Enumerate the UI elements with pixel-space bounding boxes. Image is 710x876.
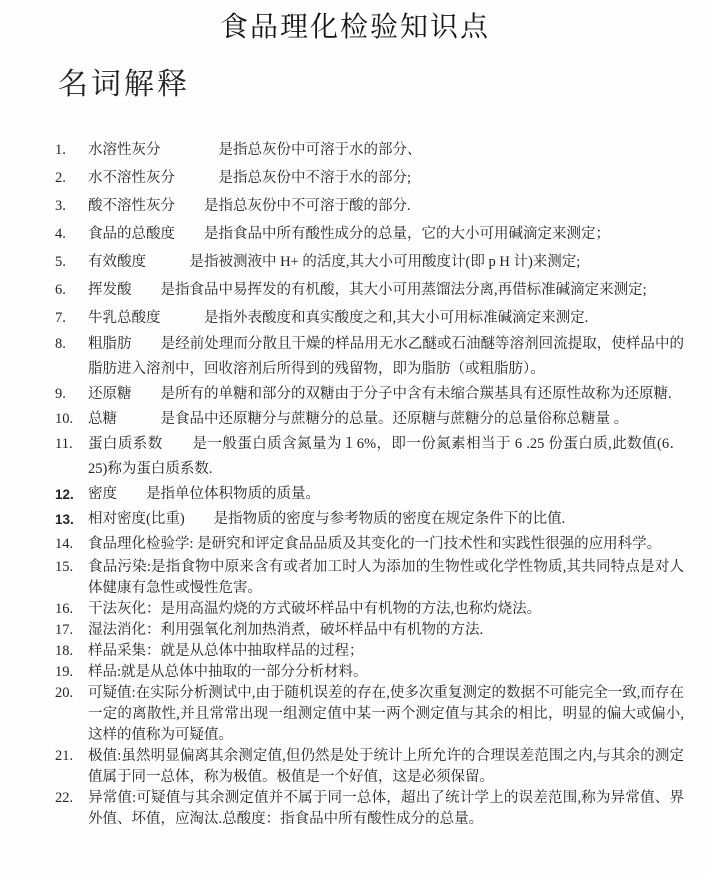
list-item	[55, 276, 684, 304]
item-text: 样品:就是从总体中抽取的一部分分析材料。	[88, 664, 368, 680]
item-text: 食品的总酸度 是指食品中所有酸性成分的总量，它的大小可用碱滴定来测定；	[88, 226, 610, 242]
list-item	[55, 532, 684, 557]
item-text: 有效酸度 是指被测液中 H+ 的活度,其大小可用酸度计(即 p H 计)来测定;	[88, 254, 581, 270]
list-item	[55, 432, 684, 482]
item-number: 8.	[55, 336, 66, 352]
item-text: 异常值:可疑值与其余测定值并不属于同一总体，超出了统计学上的误差范围,称为异常值、界外值、坏值，应淘汰.总酸度：指食品中所有酸性成分的总量。	[88, 790, 684, 827]
item-number: 11.	[55, 436, 73, 452]
item-text: 还原糖 是所有的单糖和部分的双糖由于分子中含有未缩合羰基具有还原性故称为还原糖.	[88, 386, 672, 402]
list-item	[55, 683, 684, 746]
list-item	[55, 557, 684, 599]
item-text: 牛乳总酸度 是指外表酸度和真实酸度之和,其大小可用标准碱滴定来测定.	[88, 310, 589, 326]
list-item	[55, 746, 684, 788]
list-item	[55, 662, 684, 683]
list-item	[55, 304, 684, 332]
item-text: 水溶性灰分 是指总灰份中可溶于水的部分、	[88, 142, 422, 158]
list-item	[55, 382, 684, 407]
item-text: 密度 是指单位体积物质的质量。	[88, 486, 320, 502]
list-item	[55, 788, 684, 830]
item-number: 9.	[55, 386, 66, 402]
item-text: 极值:虽然明显偏离其余测定值,但仍然是处于统计上所允许的合理误差范围之内,与其余的测定值属于同一总体，称为极值。极值是一个好值，这是必须保留。	[88, 748, 684, 785]
document-title: 食品理化检验知识点	[219, 12, 490, 43]
item-text: 样品采集：就是从总体中抽取样品的过程；	[88, 643, 364, 659]
item-number: 15.	[55, 559, 74, 575]
item-number: 13.	[55, 512, 74, 527]
section-heading: 名词解释	[58, 68, 190, 101]
item-text: 酸不溶性灰分 是指总灰份中不可溶于酸的部分.	[88, 198, 411, 214]
item-number: 21.	[55, 748, 74, 764]
item-text: 可疑值:在实际分析测试中,由于随机误差的存在,使多次重复测定的数据不可能完全一致,而存在一定的离散性,并且常常出现一组测定值中某一两个测定值与其余的相比，明显的偏大或偏小,这样的值称为可疑值。	[88, 685, 684, 743]
item-text: 水不溶性灰分 是指总灰份中不溶于水的部分;	[88, 170, 412, 186]
item-number: 2.	[55, 170, 66, 186]
list-item	[55, 620, 684, 641]
item-text: 相对密度(比重) 是指物质的密度与参考物质的密度在规定条件下的比值.	[88, 511, 566, 527]
item-number: 22.	[55, 790, 74, 806]
item-text: 总糖 是食品中还原糖分与蔗糖分的总量。还原糖与蔗糖分的总量俗称总糖量 。	[88, 411, 629, 427]
list-item	[55, 164, 684, 192]
item-number: 14.	[55, 536, 74, 552]
item-number: 3.	[55, 198, 66, 214]
item-number: 10.	[55, 411, 74, 427]
item-number: 7.	[55, 310, 66, 326]
list-item	[55, 482, 684, 507]
item-text: 食品污染:是指食物中原来含有或者加工时人为添加的生物性或化学性物质,其共同特点是对人体健康有急性或慢性危害。	[88, 559, 684, 596]
list-item	[55, 507, 684, 532]
item-number: 4.	[55, 226, 66, 242]
list-item	[55, 136, 684, 164]
item-text: 挥发酸 是指食品中易挥发的有机酸，其大小可用蒸馏法分离,再借标准碱滴定来测定;	[88, 282, 647, 298]
item-number: 20.	[55, 685, 74, 701]
list-item	[55, 407, 684, 432]
item-text: 湿法消化：利用强氧化剂加热消煮，破坏样品中有机物的方法.	[88, 622, 484, 638]
item-number: 5.	[55, 254, 66, 270]
list-item	[55, 220, 684, 248]
item-text: 干法灰化：是用高温灼烧的方式破坏样品中有机物的方法,也称灼烧法。	[88, 601, 542, 617]
terms-list	[0, 136, 710, 830]
list-item	[55, 599, 684, 620]
item-number: 18.	[55, 643, 74, 659]
list-item	[55, 248, 684, 276]
item-number: 12.	[55, 487, 74, 502]
item-number: 16.	[55, 601, 74, 617]
item-number: 6.	[55, 282, 66, 298]
item-number: 17.	[55, 622, 74, 638]
item-number: 19.	[55, 664, 74, 680]
item-text: 蛋白质系数 是一般蛋白质含氮量为１6%，即一份氮素相当于 6 .25 份蛋白质,此数值(6．25)称为蛋白质系数.	[88, 436, 684, 477]
list-item	[55, 192, 684, 220]
item-number: 1.	[55, 142, 66, 158]
list-item	[55, 641, 684, 662]
item-text: 食品理化检验学: 是研究和评定食品品质及其变化的一门技术性和实践性很强的应用科学。	[88, 536, 662, 552]
item-text: 粗脂肪 是经前处理而分散且干燥的样品用无水乙醚或石油醚等溶剂回流提取，使样品中的脂肪进入溶剂中，回收溶剂后所得到的残留物，即为脂肪（或粗脂肪）。	[88, 336, 684, 377]
list-item	[55, 332, 684, 382]
